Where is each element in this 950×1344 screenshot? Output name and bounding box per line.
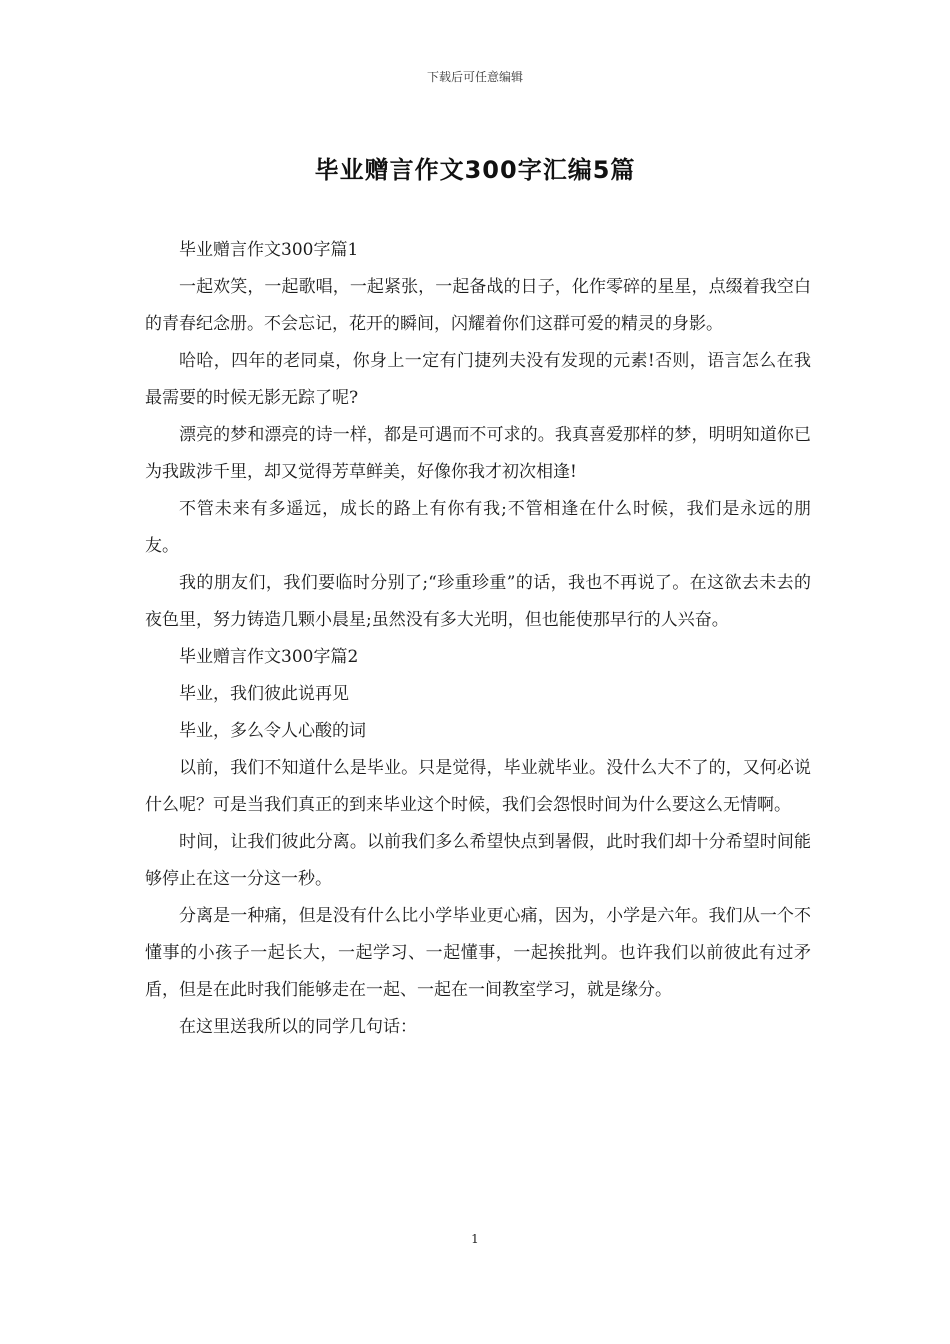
paragraph: 哈哈，四年的老同桌，你身上一定有门捷列夫没有发现的元素!否则，语言怎么在我最需要的时候无影无踪了呢? (145, 351, 811, 408)
section-heading-1: 毕业赠言作文300字篇1 (179, 240, 359, 260)
page-number: 1 (471, 1232, 479, 1246)
paragraph: 一起欢笑，一起歌唱，一起紧张，一起备战的日子，化作零碎的星星，点缀着我空白的青春纪念册。不会忘记，花开的瞬间，闪耀着你们这群可爱的精灵的身影。 (145, 277, 811, 334)
paragraph: 毕业，多么令人心酸的词 (179, 721, 366, 741)
paragraph: 我的朋友们，我们要临时分别了;“珍重珍重”的话，我也不再说了。在这欲去未去的夜色里，努力铸造几颗小晨星;虽然没有多大光明，但也能使那早行的人兴奋。 (145, 573, 811, 630)
section-heading-2: 毕业赠言作文300字篇2 (179, 647, 359, 667)
paragraph: 在这里送我所以的同学几句话： (179, 1017, 417, 1037)
paragraph: 时间，让我们彼此分离。以前我们多么希望快点到暑假，此时我们却十分希望时间能够停止在这一分这一秒。 (145, 832, 811, 889)
document-title: 毕业赠言作文300字汇编5篇 (314, 156, 636, 184)
document-body (145, 232, 811, 1046)
paragraph: 以前，我们不知道什么是毕业。只是觉得，毕业就毕业。没什么大不了的，又何必说什么呢？可是当我们真正的到来毕业这个时候，我们会怨恨时间为什么要这么无情啊。 (145, 758, 811, 815)
paragraph: 不管未来有多遥远，成长的路上有你有我;不管相逢在什么时候，我们是永远的朋友。 (145, 499, 811, 556)
paragraph: 漂亮的梦和漂亮的诗一样，都是可遇而不可求的。我真喜爱那样的梦，明明知道你已为我跋涉千里，却又觉得芳草鲜美，好像你我才初次相逢! (145, 425, 811, 482)
paragraph: 毕业，我们彼此说再见 (179, 684, 349, 704)
paragraph: 分离是一种痛，但是没有什么比小学毕业更心痛，因为，小学是六年。我们从一个不懂事的小孩子一起长大，一起学习、一起懂事，一起挨批判。也许我们以前彼此有过矛盾，但是在此时我们能够走在一起、一起在一间教室学习，就是缘分。 (145, 906, 811, 1000)
header-note: 下载后可任意编辑 (426, 70, 523, 84)
